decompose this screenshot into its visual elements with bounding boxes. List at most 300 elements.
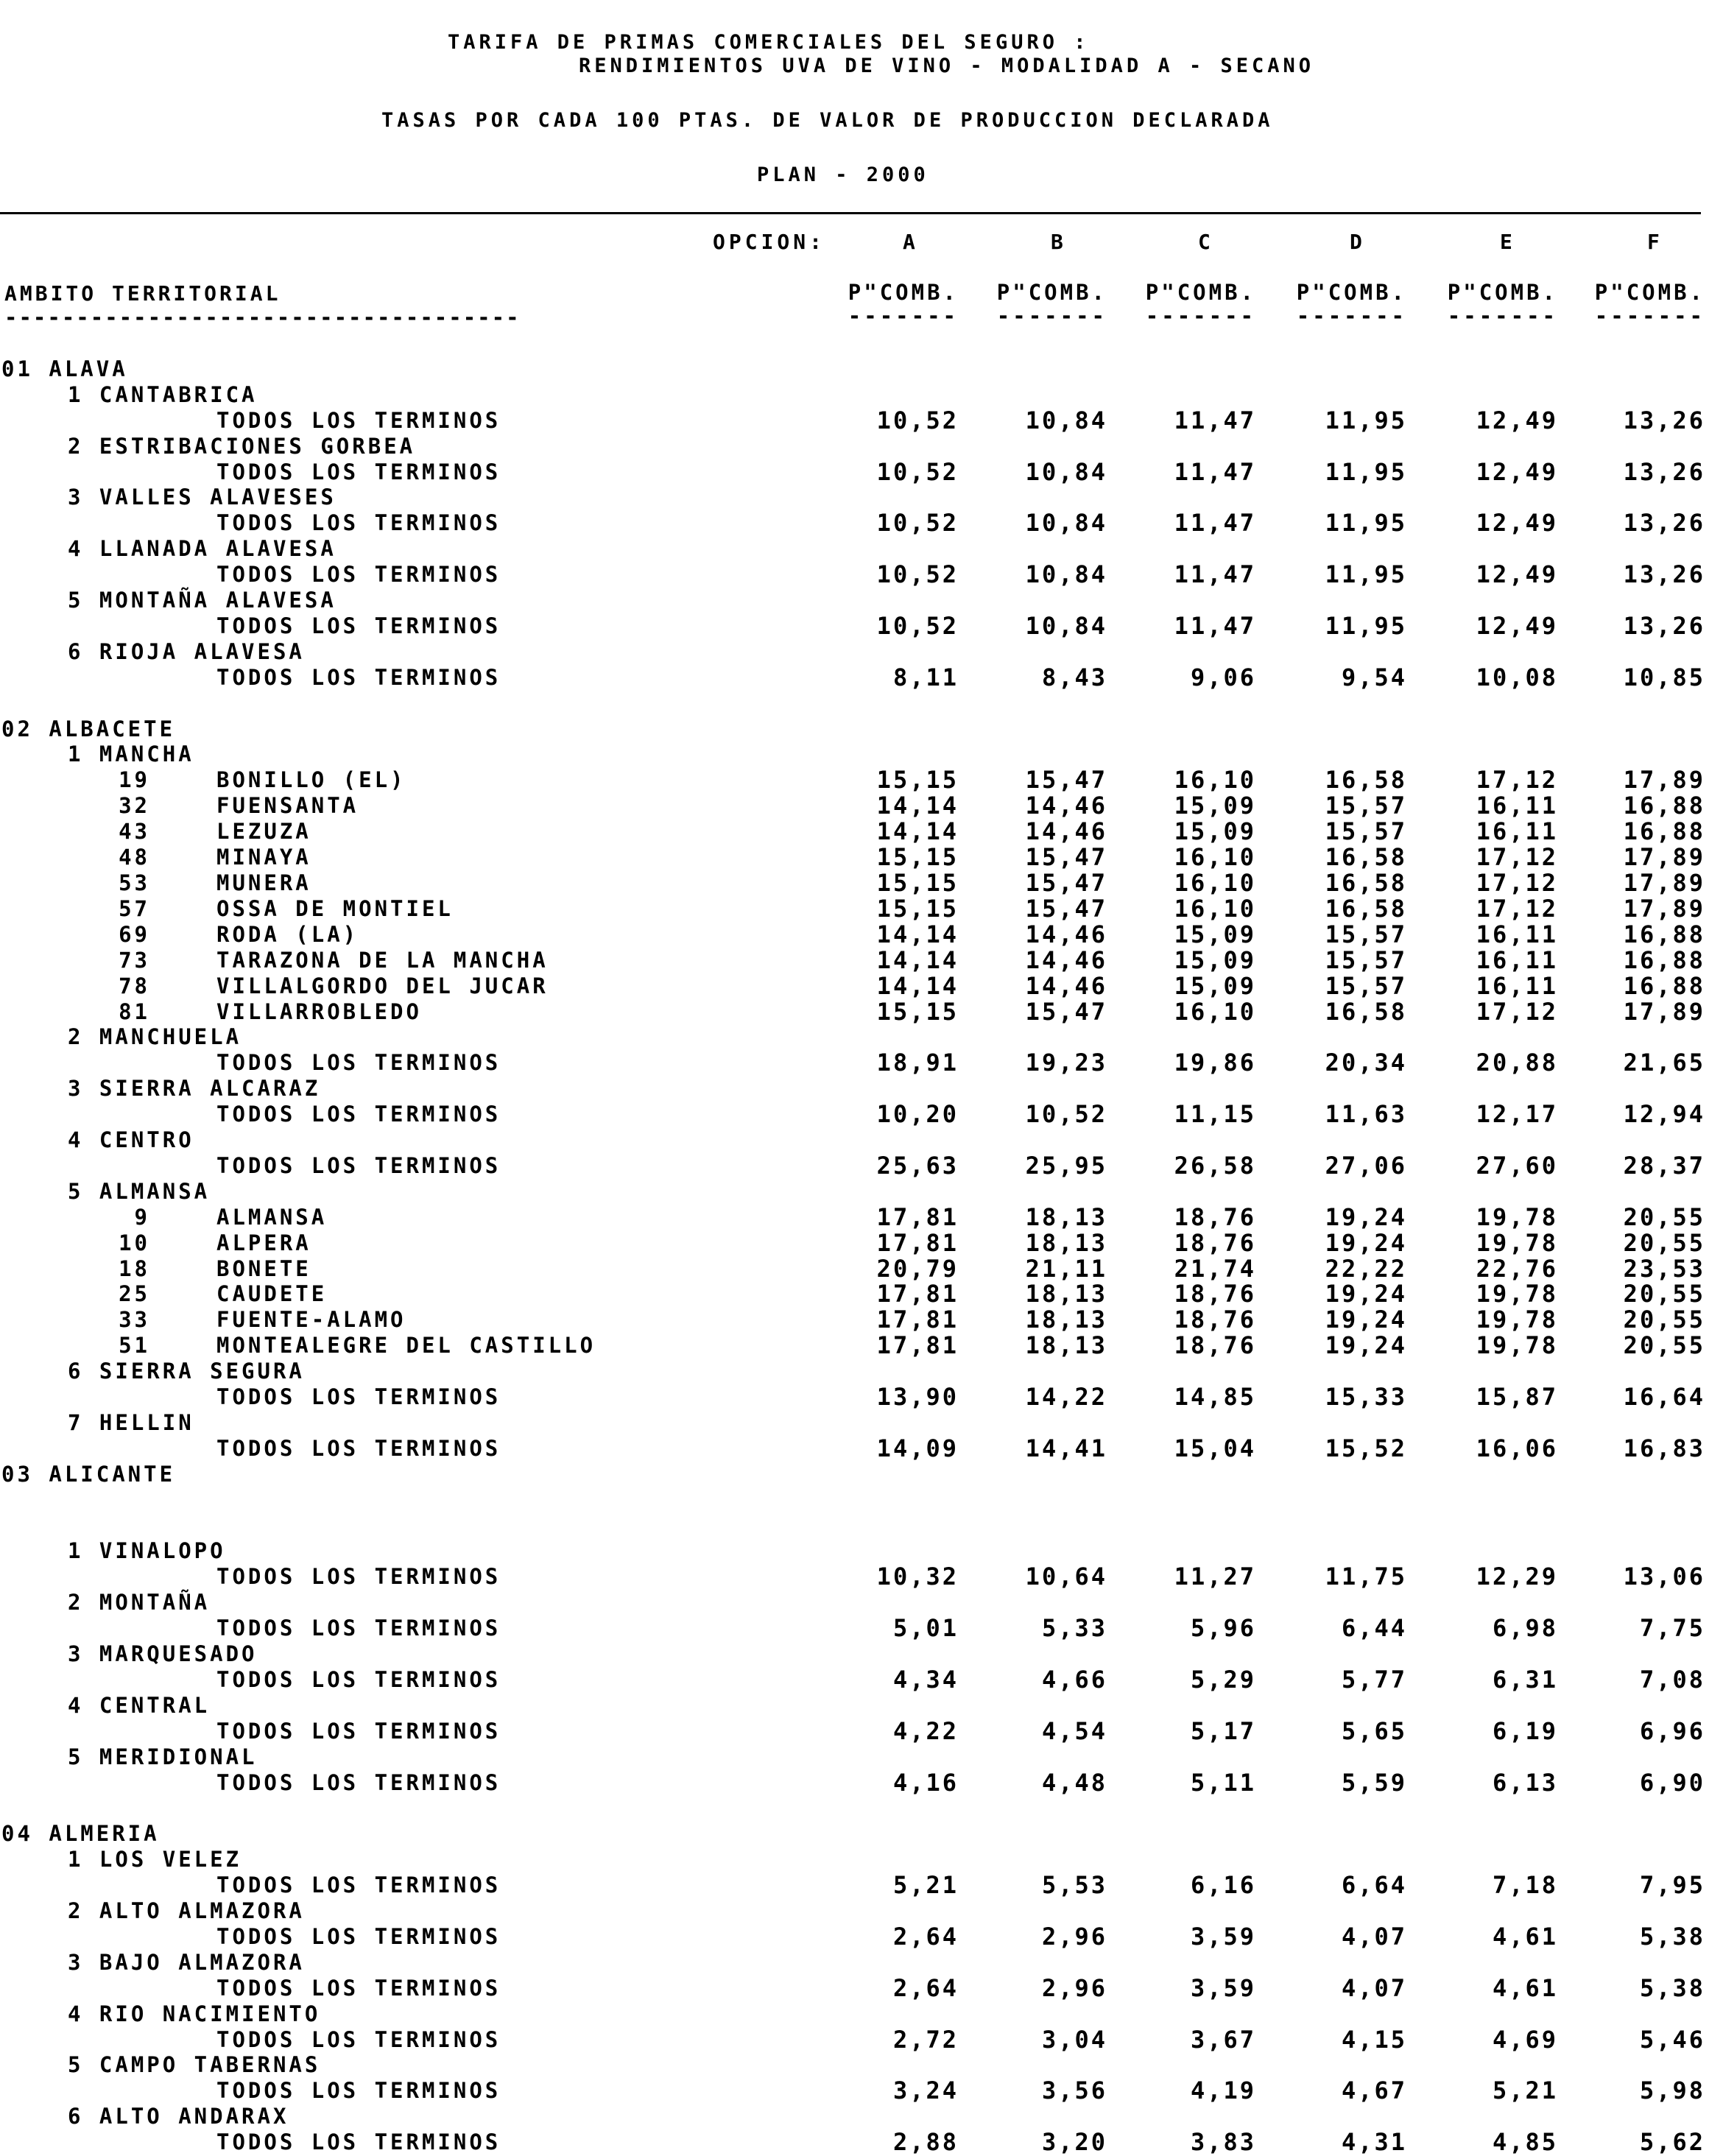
rate-cell: 5,17 (1190, 1717, 1256, 1745)
column-underline: ------- (1447, 303, 1558, 328)
municipio-name: BONILLO (EL) (216, 767, 406, 792)
column-underline: ------- (848, 303, 959, 328)
table-row (0, 1384, 1723, 1409)
rate-cell: 6,64 (1341, 1871, 1407, 1899)
table-row (0, 1667, 1723, 1692)
municipio-code: 81 (119, 999, 150, 1024)
municipio-name: CAUDETE (216, 1281, 328, 1306)
rate-cell: 6,31 (1492, 1666, 1558, 1694)
rate-cell: 5,46 (1639, 2026, 1705, 2054)
column-header: P"COMB. (1447, 280, 1558, 305)
comarca-label: 2 ALTO ALMAZORA (68, 1898, 305, 1923)
comarca-label: 4 RIO NACIMIENTO (68, 2001, 321, 2026)
rate-cell: 16,11 (1476, 920, 1558, 948)
rate-cell: 4,16 (892, 1769, 959, 1797)
comarca-label: 5 CAMPO TABERNAS (68, 2052, 321, 2077)
rate-cell: 19,78 (1476, 1203, 1558, 1231)
rate-cell: 5,21 (892, 1871, 959, 1899)
column-header: P"COMB. (1145, 280, 1256, 305)
terminos-label: TODOS LOS TERMINOS (216, 1770, 501, 1795)
rate-cell: 16,10 (1174, 998, 1256, 1026)
table-row (0, 1153, 1723, 1178)
rate-cell: 15,15 (876, 766, 959, 794)
comarca-label: 3 SIERRA ALCARAZ (68, 1076, 321, 1101)
rate-cell: 16,88 (1623, 946, 1705, 974)
rate-cell: 5,21 (1492, 2076, 1558, 2104)
rate-cell: 10,20 (876, 1100, 959, 1128)
comarca-label: 3 MARQUESADO (68, 1641, 258, 1666)
table-row (0, 1102, 1723, 1127)
rate-cell: 11,47 (1174, 406, 1256, 434)
rate-cell: 19,24 (1325, 1306, 1407, 1334)
table-row (0, 485, 1723, 510)
rate-cell: 18,76 (1174, 1331, 1256, 1359)
column-header: P"COMB. (848, 280, 959, 305)
rate-cell: 13,26 (1623, 560, 1705, 588)
top-rule (0, 212, 1701, 214)
terminos-label: TODOS LOS TERMINOS (216, 1102, 501, 1127)
rate-cell: 16,58 (1325, 843, 1407, 871)
table-row (0, 2104, 1723, 2129)
rate-cell: 17,81 (876, 1203, 959, 1231)
municipio-name: FUENSANTA (216, 793, 359, 818)
terminos-label: TODOS LOS TERMINOS (216, 1976, 501, 2001)
municipio-code: 10 (119, 1230, 150, 1255)
rate-cell: 17,89 (1623, 895, 1705, 923)
municipio-code: 48 (119, 845, 150, 870)
table-row (0, 1950, 1723, 1975)
rate-cell: 4,31 (1341, 2128, 1407, 2156)
rate-cell: 17,81 (876, 1331, 959, 1359)
rate-cell: 14,46 (1025, 946, 1107, 974)
rate-cell: 16,10 (1174, 843, 1256, 871)
table-row (0, 382, 1723, 407)
comarca-label: 4 CENTRAL (68, 1693, 211, 1718)
terminos-label: TODOS LOS TERMINOS (216, 408, 501, 433)
rate-cell: 16,88 (1623, 920, 1705, 948)
table-row (0, 819, 1723, 844)
rate-cell: 5,53 (1041, 1871, 1107, 1899)
terminos-label: TODOS LOS TERMINOS (216, 613, 501, 638)
terminos-label: TODOS LOS TERMINOS (216, 1436, 501, 1461)
table-row (0, 1359, 1723, 1384)
municipio-name: ALPERA (216, 1230, 311, 1255)
comarca-label: 1 MANCHA (68, 741, 194, 767)
terminos-label: TODOS LOS TERMINOS (216, 1924, 501, 1949)
column-header: P"COMB. (1594, 280, 1705, 305)
rate-cell: 20,55 (1623, 1331, 1705, 1359)
rate-cell: 18,13 (1025, 1331, 1107, 1359)
rate-cell: 16,58 (1325, 766, 1407, 794)
table-row (0, 741, 1723, 767)
rate-cell: 17,12 (1476, 869, 1558, 897)
rate-cell: 17,81 (876, 1280, 959, 1308)
table-row (0, 1719, 1723, 1744)
rate-cell: 20,88 (1476, 1049, 1558, 1077)
rate-cell: 5,38 (1639, 1923, 1705, 1951)
rate-cell: 17,12 (1476, 843, 1558, 871)
rate-cell: 2,72 (892, 2026, 959, 2054)
rate-cell: 19,78 (1476, 1229, 1558, 1257)
rate-cell: 12,29 (1476, 1563, 1558, 1590)
rate-cell: 18,13 (1025, 1229, 1107, 1257)
terminos-label: TODOS LOS TERMINOS (216, 1873, 501, 1898)
rate-cell: 15,57 (1325, 817, 1407, 845)
table-row (0, 793, 1723, 818)
rate-cell: 12,49 (1476, 406, 1558, 434)
table-row (0, 1050, 1723, 1075)
table-row (0, 1693, 1723, 1718)
rate-cell: 8,11 (892, 663, 959, 691)
rate-cell: 18,13 (1025, 1280, 1107, 1308)
table-row (0, 1821, 1723, 1846)
table-row (0, 1924, 1723, 1949)
rate-cell: 15,15 (876, 843, 959, 871)
comarca-label: 1 LOS VELEZ (68, 1847, 242, 1872)
table-row (0, 1436, 1723, 1461)
rate-cell: 28,37 (1623, 1152, 1705, 1180)
rate-cell: 18,76 (1174, 1280, 1256, 1308)
municipio-name: OSSA DE MONTIEL (216, 896, 454, 921)
rate-cell: 6,19 (1492, 1717, 1558, 1745)
rate-cell: 14,14 (876, 792, 959, 820)
rate-cell: 11,95 (1325, 509, 1407, 537)
rate-cell: 14,14 (876, 817, 959, 845)
comarca-label: 2 MONTAÑA (68, 1590, 211, 1615)
municipio-code: 33 (119, 1307, 150, 1332)
option-letter: C (1198, 230, 1214, 254)
option-letter: D (1350, 230, 1366, 254)
municipio-name: TARAZONA DE LA MANCHA (216, 948, 549, 973)
terminos-label: TODOS LOS TERMINOS (216, 510, 501, 535)
rate-cell: 15,57 (1325, 920, 1407, 948)
column-underline: ------- (1594, 303, 1705, 328)
table-row (0, 408, 1723, 433)
rate-cell: 19,24 (1325, 1203, 1407, 1231)
terminos-label: TODOS LOS TERMINOS (216, 665, 501, 690)
table-row (0, 767, 1723, 792)
title-line-1: TARIFA DE PRIMAS COMERCIALES DEL SEGURO : (448, 31, 1090, 54)
table-row (0, 1256, 1723, 1281)
table-row (0, 510, 1723, 535)
title-line-2: RENDIMIENTOS UVA DE VINO - MODALIDAD A - SECANO (579, 54, 1315, 77)
terminos-label: TODOS LOS TERMINOS (216, 1384, 501, 1409)
rate-cell: 4,07 (1341, 1923, 1407, 1951)
rate-cell: 17,89 (1623, 766, 1705, 794)
terminos-label: TODOS LOS TERMINOS (216, 562, 501, 587)
rate-cell: 16,58 (1325, 998, 1407, 1026)
municipio-name: ALMANSA (216, 1205, 328, 1230)
rate-cell: 17,89 (1623, 843, 1705, 871)
table-row (0, 1641, 1723, 1666)
rate-cell: 10,52 (1025, 1100, 1107, 1128)
rate-cell: 18,76 (1174, 1306, 1256, 1334)
table-row (0, 1462, 1723, 1487)
rate-cell: 17,89 (1623, 869, 1705, 897)
rate-cell: 20,34 (1325, 1049, 1407, 1077)
comarca-label: 6 RIOJA ALAVESA (68, 639, 305, 664)
rate-cell: 10,84 (1025, 560, 1107, 588)
rate-cell: 14,46 (1025, 817, 1107, 845)
province-label: 02 ALBACETE (1, 716, 176, 741)
rate-cell: 7,18 (1492, 1871, 1558, 1899)
rate-cell: 13,26 (1623, 406, 1705, 434)
terminos-label: TODOS LOS TERMINOS (216, 459, 501, 485)
column-underline: ------- (996, 303, 1107, 328)
table-row (0, 1281, 1723, 1306)
rate-cell: 5,01 (892, 1614, 959, 1642)
rate-cell: 3,56 (1041, 2076, 1107, 2104)
rate-cell: 4,22 (892, 1717, 959, 1745)
rate-cell: 19,24 (1325, 1331, 1407, 1359)
rate-cell: 11,15 (1174, 1100, 1256, 1128)
column-underline: ------- (1145, 303, 1256, 328)
rate-cell: 6,13 (1492, 1769, 1558, 1797)
rate-cell: 16,88 (1623, 792, 1705, 820)
rate-cell: 10,08 (1476, 663, 1558, 691)
rate-cell: 9,06 (1190, 663, 1256, 691)
rate-cell: 15,15 (876, 895, 959, 923)
rate-cell: 16,11 (1476, 792, 1558, 820)
rate-cell: 18,13 (1025, 1306, 1107, 1334)
table-row (0, 1564, 1723, 1589)
rate-cell: 19,78 (1476, 1280, 1558, 1308)
comarca-label: 5 MERIDIONAL (68, 1744, 258, 1769)
table-row (0, 356, 1723, 381)
rate-cell: 4,48 (1041, 1769, 1107, 1797)
terminos-label: TODOS LOS TERMINOS (216, 1153, 501, 1178)
rate-cell: 5,38 (1639, 1974, 1705, 2002)
option-letter: E (1500, 230, 1516, 254)
rate-cell: 15,57 (1325, 792, 1407, 820)
terminos-label: TODOS LOS TERMINOS (216, 1667, 501, 1692)
rate-cell: 11,63 (1325, 1100, 1407, 1128)
table-row (0, 2129, 1723, 2155)
rate-cell: 20,79 (876, 1255, 959, 1283)
rate-cell: 2,96 (1041, 1974, 1107, 2002)
rate-cell: 15,47 (1025, 869, 1107, 897)
rate-cell: 11,47 (1174, 560, 1256, 588)
table-row (0, 588, 1723, 613)
rate-cell: 15,47 (1025, 766, 1107, 794)
rate-cell: 4,69 (1492, 2026, 1558, 2054)
rate-cell: 6,96 (1639, 1717, 1705, 1745)
rate-cell: 3,59 (1190, 1923, 1256, 1951)
rate-cell: 6,16 (1190, 1871, 1256, 1899)
rate-cell: 15,09 (1174, 946, 1256, 974)
municipio-name: VILLALGORDO DEL JUCAR (216, 973, 549, 998)
province-label: 03 ALICANTE (1, 1462, 176, 1487)
municipio-code: 53 (119, 870, 150, 895)
rate-cell: 13,06 (1623, 1563, 1705, 1590)
municipio-name: FUENTE-ALAMO (216, 1307, 406, 1332)
rate-cell: 5,59 (1341, 1769, 1407, 1797)
column-header: P"COMB. (996, 280, 1107, 305)
option-letter: B (1051, 230, 1067, 254)
table-row (0, 1024, 1723, 1049)
rate-cell: 18,76 (1174, 1203, 1256, 1231)
rate-cell: 10,85 (1623, 663, 1705, 691)
rate-cell: 18,13 (1025, 1203, 1107, 1231)
comarca-label: 3 VALLES ALAVESES (68, 485, 337, 510)
rate-cell: 11,47 (1174, 509, 1256, 537)
municipio-code: 18 (119, 1256, 150, 1281)
rate-cell: 19,78 (1476, 1331, 1558, 1359)
rate-cell: 15,15 (876, 869, 959, 897)
comarca-label: 7 HELLIN (68, 1410, 194, 1435)
rate-cell: 14,46 (1025, 920, 1107, 948)
rate-cell: 12,49 (1476, 612, 1558, 640)
rate-cell: 5,96 (1190, 1614, 1256, 1642)
comarca-label: 2 ESTRIBACIONES GORBEA (68, 434, 416, 459)
rate-cell: 4,54 (1041, 1717, 1107, 1745)
rate-cell: 11,95 (1325, 560, 1407, 588)
table-row (0, 1333, 1723, 1358)
rate-cell: 2,88 (892, 2128, 959, 2156)
rate-cell: 21,65 (1623, 1049, 1705, 1077)
rate-cell: 27,06 (1325, 1152, 1407, 1180)
table-row (0, 1307, 1723, 1332)
rate-cell: 13,26 (1623, 458, 1705, 486)
table-row (0, 1976, 1723, 2001)
rate-cell: 16,64 (1623, 1383, 1705, 1411)
rate-cell: 12,49 (1476, 458, 1558, 486)
table-row (0, 1873, 1723, 1898)
rate-cell: 16,11 (1476, 972, 1558, 1000)
municipio-name: BONETE (216, 1256, 311, 1281)
rate-cell: 12,49 (1476, 509, 1558, 537)
rate-cell: 11,27 (1174, 1563, 1256, 1590)
rate-cell: 15,09 (1174, 792, 1256, 820)
rate-cell: 3,83 (1190, 2128, 1256, 2156)
rate-cell: 20,55 (1623, 1280, 1705, 1308)
rate-cell: 10,64 (1025, 1563, 1107, 1590)
table-row (0, 2001, 1723, 2026)
rate-cell: 6,90 (1639, 1769, 1705, 1797)
municipio-code: 19 (119, 767, 150, 792)
rate-cell: 2,64 (892, 1974, 959, 2002)
rate-cell: 17,81 (876, 1306, 959, 1334)
table-row (0, 1847, 1723, 1872)
municipio-name: MUNERA (216, 870, 311, 895)
terminos-label: TODOS LOS TERMINOS (216, 2129, 501, 2155)
rate-cell: 5,77 (1341, 1666, 1407, 1694)
rate-cell: 22,22 (1325, 1255, 1407, 1283)
terminos-label: TODOS LOS TERMINOS (216, 2027, 501, 2052)
table-row (0, 1076, 1723, 1101)
rate-cell: 14,85 (1174, 1383, 1256, 1411)
rate-cell: 5,11 (1190, 1769, 1256, 1797)
rate-cell: 3,67 (1190, 2026, 1256, 2054)
rate-cell: 10,52 (876, 560, 959, 588)
rate-cell: 11,47 (1174, 612, 1256, 640)
rate-cell: 14,46 (1025, 972, 1107, 1000)
option-letter: F (1647, 230, 1663, 254)
rate-cell: 5,29 (1190, 1666, 1256, 1694)
rate-cell: 10,52 (876, 612, 959, 640)
rate-cell: 17,12 (1476, 895, 1558, 923)
rate-cell: 4,34 (892, 1666, 959, 1694)
rate-cell: 5,65 (1341, 1717, 1407, 1745)
table-row (0, 536, 1723, 561)
rate-cell: 3,04 (1041, 2026, 1107, 2054)
rate-cell: 14,14 (876, 920, 959, 948)
table-row (0, 1538, 1723, 1563)
rate-cell: 15,04 (1174, 1434, 1256, 1462)
municipio-code: 32 (119, 793, 150, 818)
rate-cell: 27,60 (1476, 1152, 1558, 1180)
terminos-label: TODOS LOS TERMINOS (216, 1719, 501, 1744)
comarca-label: 6 ALTO ANDARAX (68, 2104, 289, 2129)
rate-cell: 15,57 (1325, 946, 1407, 974)
municipio-code: 78 (119, 973, 150, 998)
opcion-label: OPCION: (713, 230, 826, 254)
rate-cell: 26,58 (1174, 1152, 1256, 1180)
rate-cell: 17,12 (1476, 766, 1558, 794)
rate-cell: 10,52 (876, 509, 959, 537)
rate-cell: 16,10 (1174, 895, 1256, 923)
rate-cell: 7,08 (1639, 1666, 1705, 1694)
table-row (0, 1230, 1723, 1255)
rate-cell: 15,15 (876, 998, 959, 1026)
comarca-label: 4 CENTRO (68, 1127, 194, 1152)
rate-cell: 15,33 (1325, 1383, 1407, 1411)
rate-cell: 3,59 (1190, 1974, 1256, 2002)
rate-cell: 16,10 (1174, 869, 1256, 897)
table-row (0, 1179, 1723, 1204)
comarca-label: 4 LLANADA ALAVESA (68, 536, 337, 561)
rate-cell: 14,22 (1025, 1383, 1107, 1411)
rate-cell: 8,43 (1041, 663, 1107, 691)
rate-cell: 11,95 (1325, 406, 1407, 434)
rate-cell: 13,26 (1623, 612, 1705, 640)
rate-cell: 19,24 (1325, 1280, 1407, 1308)
comarca-label: 1 VINALOPO (68, 1538, 226, 1563)
rate-cell: 14,46 (1025, 792, 1107, 820)
column-header: P"COMB. (1296, 280, 1407, 305)
table-row (0, 1205, 1723, 1230)
rate-cell: 16,11 (1476, 946, 1558, 974)
table-row (0, 870, 1723, 895)
plan-label: PLAN - 2000 (757, 163, 929, 186)
ambito-label: AMBITO TERRITORIAL (4, 281, 281, 306)
rate-cell: 13,90 (876, 1383, 959, 1411)
terminos-label: TODOS LOS TERMINOS (216, 1616, 501, 1641)
rate-cell: 10,32 (876, 1563, 959, 1590)
table-row (0, 459, 1723, 485)
table-row (0, 2027, 1723, 2052)
rate-cell: 14,09 (876, 1434, 959, 1462)
rate-cell: 12,49 (1476, 560, 1558, 588)
table-row (0, 1127, 1723, 1152)
rate-cell: 2,96 (1041, 1923, 1107, 1951)
rate-cell: 11,95 (1325, 458, 1407, 486)
rate-cell: 21,11 (1025, 1255, 1107, 1283)
comarca-label: 5 MONTAÑA ALAVESA (68, 588, 337, 613)
rate-cell: 5,98 (1639, 2076, 1705, 2104)
rate-cell: 12,94 (1623, 1100, 1705, 1128)
rate-cell: 20,55 (1623, 1229, 1705, 1257)
rate-cell: 12,17 (1476, 1100, 1558, 1128)
rate-cell: 4,07 (1341, 1974, 1407, 2002)
rate-cell: 19,86 (1174, 1049, 1256, 1077)
rate-cell: 15,47 (1025, 843, 1107, 871)
option-letter: A (903, 230, 919, 254)
table-row (0, 716, 1723, 741)
rate-cell: 16,83 (1623, 1434, 1705, 1462)
rate-cell: 25,95 (1025, 1152, 1107, 1180)
table-row (0, 1590, 1723, 1615)
